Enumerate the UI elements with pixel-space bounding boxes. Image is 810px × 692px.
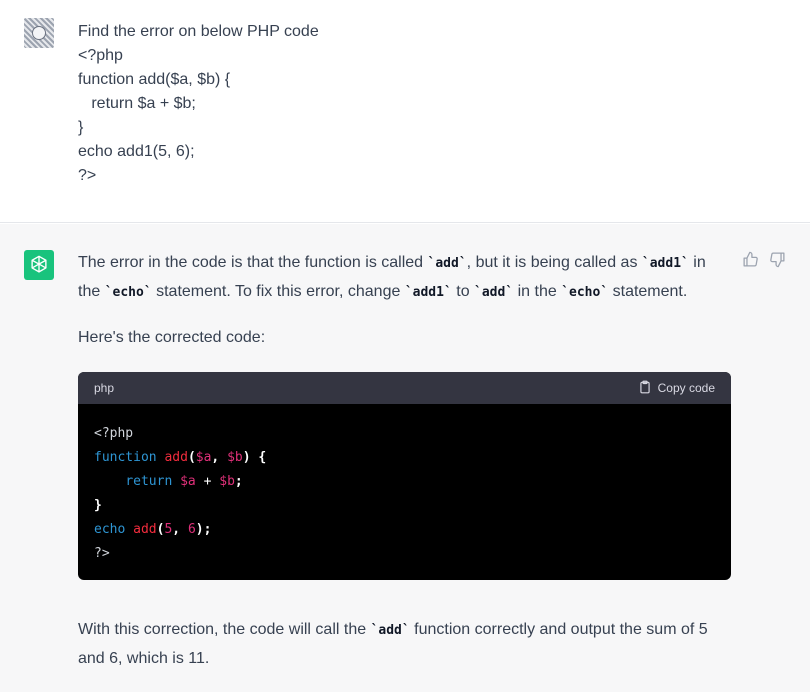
code-token: function [94,450,157,465]
code-token: ; [234,474,243,489]
openai-logo-icon [24,250,54,280]
user-message-line: return $a + $b; [78,95,196,112]
code-token: $a [180,474,196,489]
code-content [78,404,731,566]
inline-code: `echo` [104,285,152,300]
code-token: <?php [94,426,134,441]
code-token: ?> [94,546,110,561]
code-token: add [164,450,188,465]
code-line [94,518,715,542]
code-line [94,542,715,566]
thumbs-down-icon[interactable] [769,251,786,268]
assistant-paragraph [78,616,718,673]
paragraph-text: statement. To fix this error, change [151,283,405,300]
paragraph-text: in the [78,254,706,300]
assistant-paragraph: Here's the corrected code: [78,329,266,346]
code-token: ) { [242,450,267,465]
user-message-line: } [78,119,84,136]
code-token: ( [156,522,165,537]
paragraph-text: function correctly and output the sum of 5 and 6, which is 11. [78,621,708,667]
user-message-line: <?php [78,47,123,64]
code-token [172,474,180,489]
code-block-header [78,372,731,404]
paragraph-text: statement. [608,283,688,300]
assistant-paragraph [78,249,718,307]
code-token [94,474,125,489]
clipboard-icon [638,380,652,397]
code-token: } [94,498,102,513]
user-message-line: function add($a, $b) { [78,71,231,88]
paragraph-text: With this correction, the code will call the [78,621,371,638]
code-token: 6 [187,522,196,537]
copy-code-label: Copy code [657,381,715,395]
code-token [125,522,133,537]
code-language-label: php [94,381,115,395]
code-line [94,470,715,494]
user-avatar-icon [24,18,54,48]
user-message-line: echo add1(5, 6); [78,143,195,160]
paragraph-text: to [451,283,475,300]
user-message-line: Find the error on below PHP code [78,23,319,40]
code-token: echo [94,522,126,537]
inline-code: `echo` [561,285,609,300]
copy-code-button[interactable] [638,380,715,397]
code-token: 5 [164,522,173,537]
user-message-line: ?> [78,167,97,184]
user-message-text [78,20,319,188]
paragraph-text: , but it is being called as [466,254,642,271]
code-token: ( [187,450,196,465]
paragraph-text: in the [513,283,562,300]
inline-code: `add` [427,256,467,271]
inline-code: `add` [474,285,514,300]
inline-code: `add` [370,623,410,638]
code-line [94,446,715,470]
code-token: + [195,474,220,489]
inline-code: `add1` [404,285,452,300]
code-token: $b [219,474,235,489]
thumbs-up-icon[interactable] [742,251,759,268]
code-token: $a [195,450,212,465]
feedback-buttons [742,251,786,268]
assistant-message-block [0,224,810,692]
code-token: $b [227,450,243,465]
code-block [78,372,731,580]
code-token: ); [195,522,212,537]
paragraph-text: The error in the code is that the function is called [78,254,428,271]
code-token: , [211,450,228,465]
inline-code: `add1` [641,256,689,271]
code-line [94,422,715,446]
code-line [94,494,715,518]
code-token: , [172,522,188,537]
user-message-block [0,0,810,223]
code-token: add [133,522,157,537]
code-token: return [125,474,173,489]
